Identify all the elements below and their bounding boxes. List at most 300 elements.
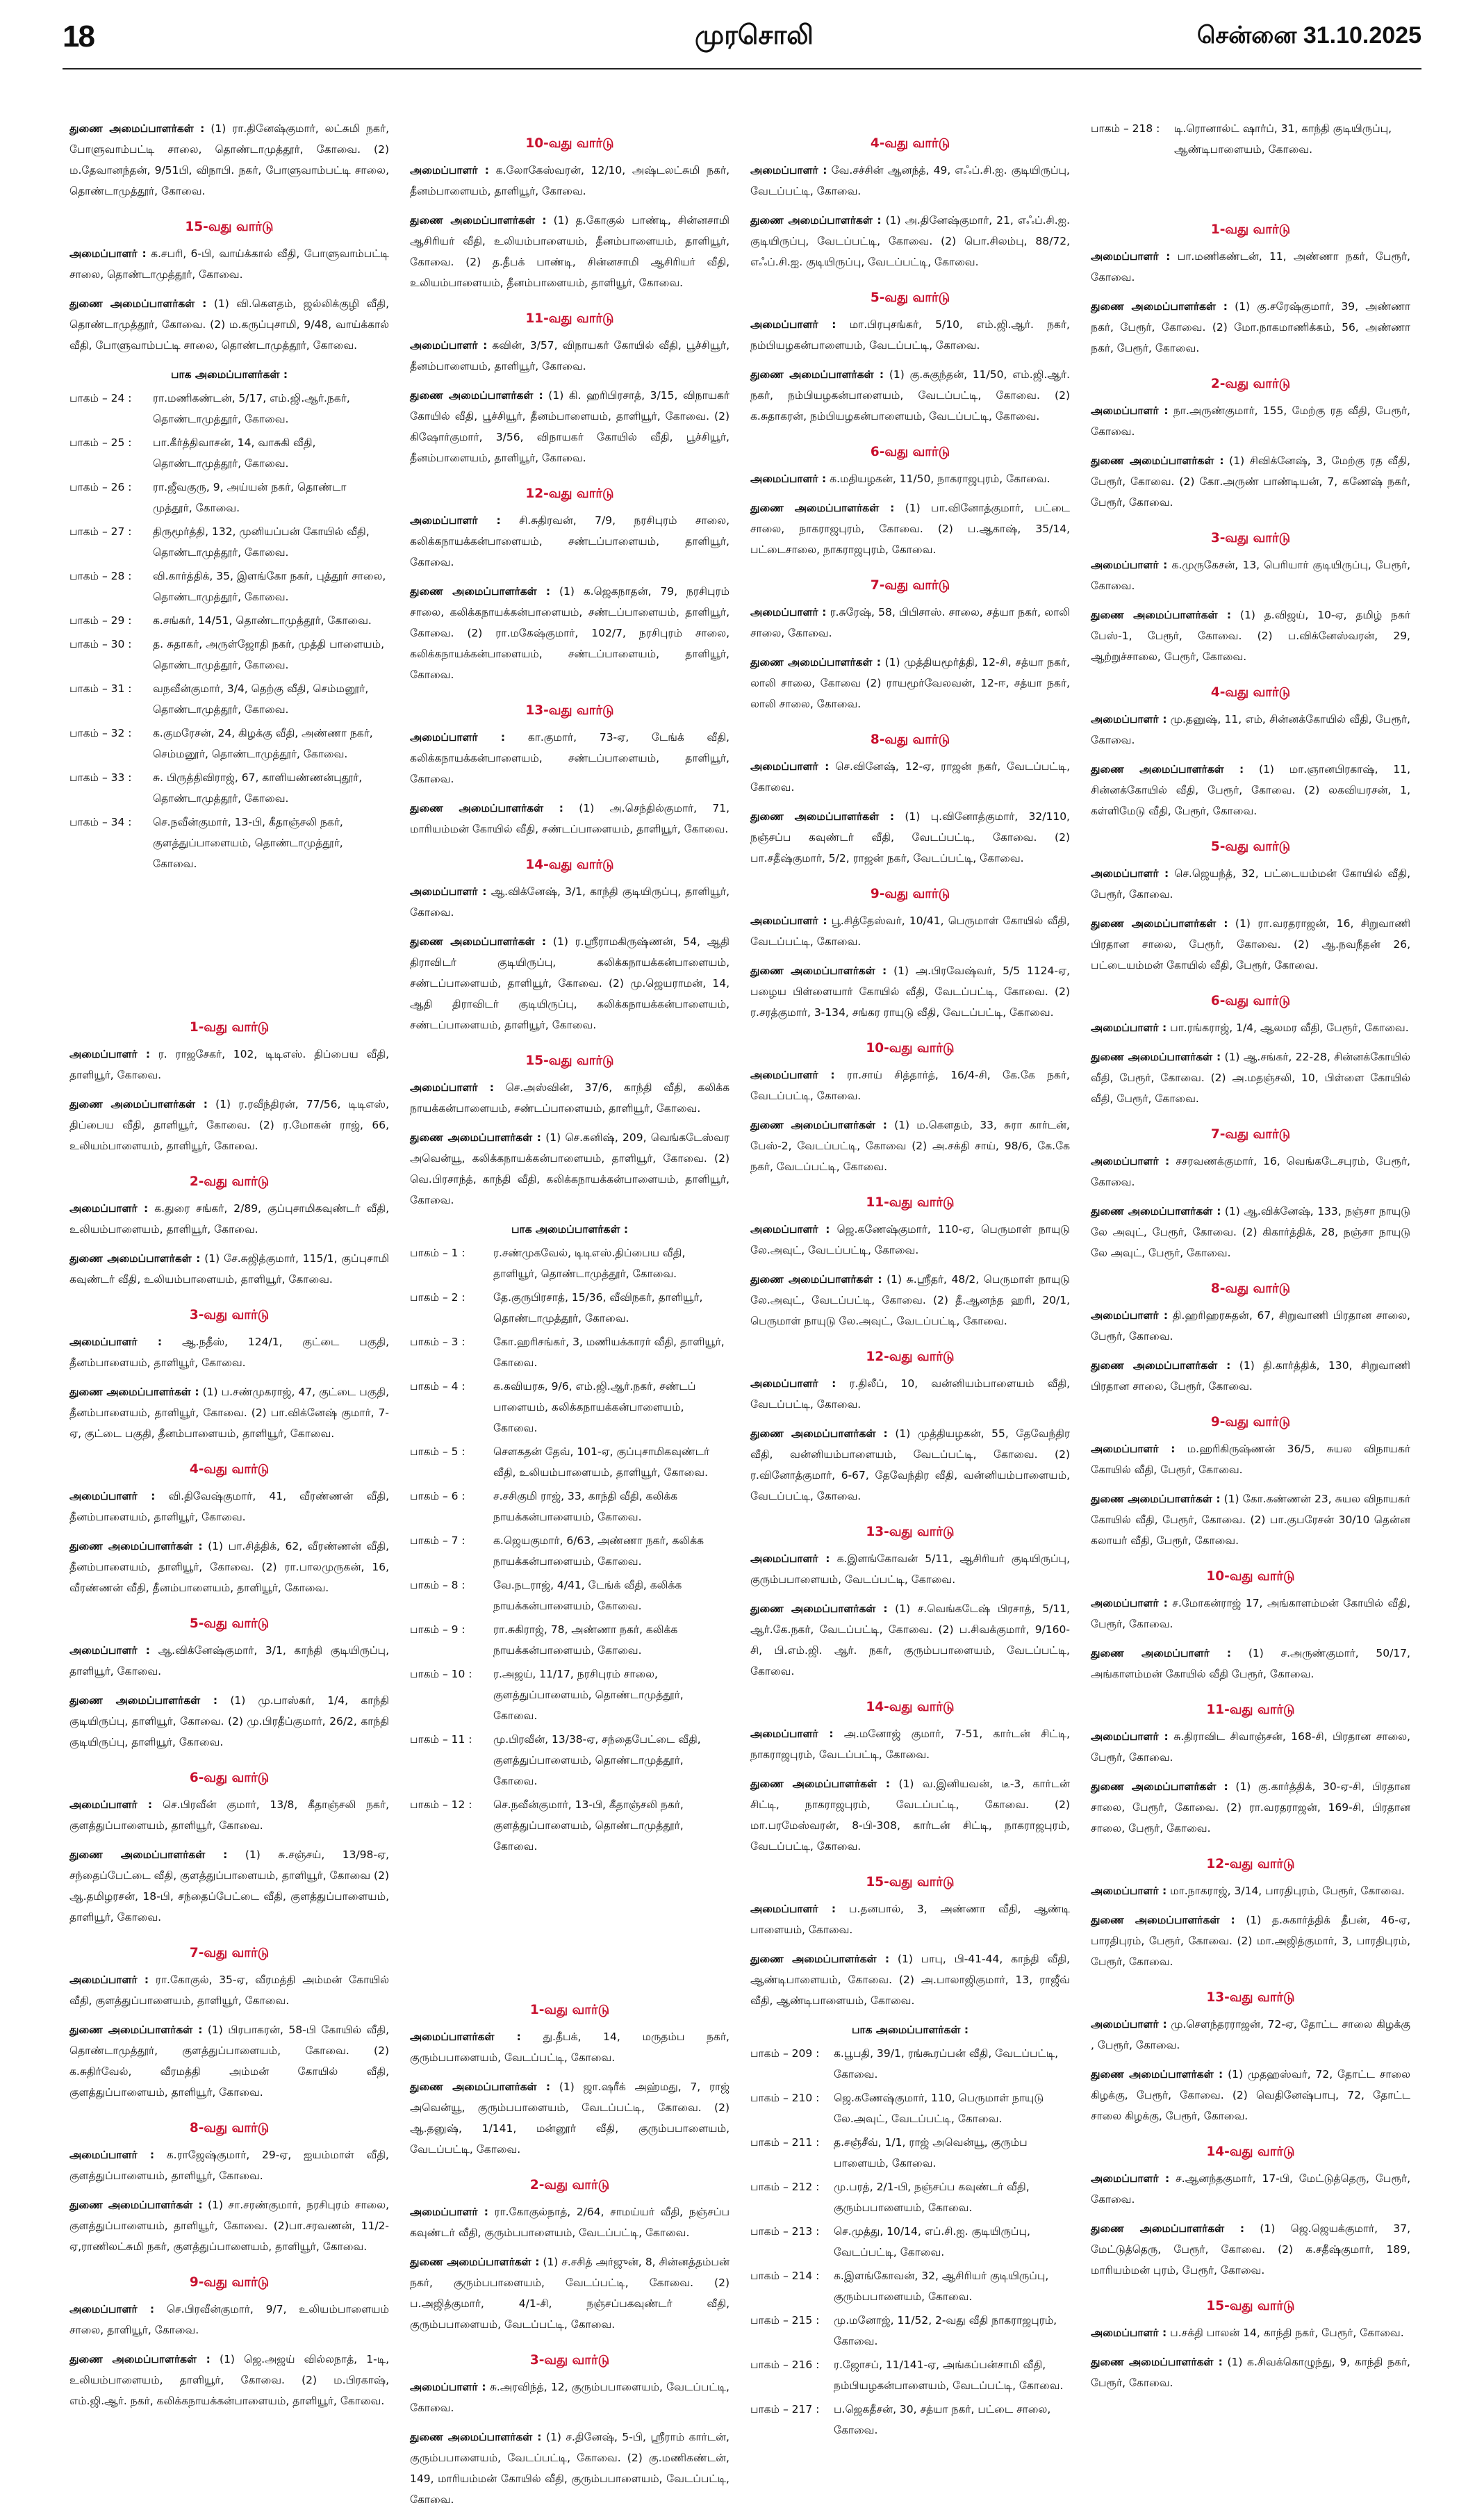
organiser-entry bbox=[410, 2026, 729, 2068]
role-label: அமைப்பாளர் : bbox=[69, 2303, 155, 2315]
organiser-entry bbox=[1091, 2014, 1410, 2056]
entry-text: (1) அ.தினேஷ்குமார், 21, எஃப்.சி.ஐ. குடியிருப்பு, வேடப்பட்டி, கோவை. (2) பொ.சிலம்பு, 88/72, எஃப்.சி.ஐ. குடியிருப்பு, வேடப்பட்டி, கோவை. bbox=[750, 214, 1071, 268]
role-label: அமைப்பாளர் : bbox=[69, 1490, 156, 1502]
booth-number: பாகம் – 215 : bbox=[750, 2314, 820, 2327]
ward-heading: 6-வது வார்டு bbox=[189, 1771, 270, 1785]
booth-row bbox=[69, 388, 389, 429]
entry-text: (1) ச.தினேஷ், 5-பி, ஸ்ரீராம் கார்டன், குரும்பபாளையம், வேடப்பட்டி, கோவை. (2) கு.மணிகண்டன், 149, மாரியம்மன் கோயில் வீதி, குரும்பபாளையம், வேடப்பட்டி, கோவை. bbox=[410, 2431, 729, 2506]
organiser-entry bbox=[1091, 759, 1410, 821]
entry-text: (1) முத்தியழகன், 55, தேவேந்திர வீதி, வன்னியம்பாளையம், வேடப்பட்டி, கோவை. (2) ர.வினோத்குமார், 6-67, தேவேந்திர வீதி, வன்னியம்பாளையம், வேடப்பட்டி, கோவை. bbox=[750, 1427, 1070, 1502]
booth-row bbox=[750, 2265, 1070, 2307]
role-label: துணை அமைப்பாளர்கள் : bbox=[750, 1953, 890, 1965]
entry-text: (1) ப.சண்முகராஜ், 47, குட்டை பகுதி, தீனம்பாளையம், தாளியூர், கோவை. (2) பா.விக்னேஷ் குமார், 7-ஏ, குட்டை பகுதி, தீனம்பாளையம், தாளியூர், கோவை. bbox=[69, 1386, 389, 1440]
booth-row bbox=[750, 2310, 1070, 2352]
booth-organiser: மு.மனோஜ், 11/52, 2-வது வீதி நாகராஜபுரம், கோவை. bbox=[834, 2314, 1057, 2347]
booth-organiser: டி.ரொனால்ட் ஷார்ப், 31, காந்தி குடியிருப்பு, ஆண்டிபாளையம், கோவை. bbox=[1174, 122, 1392, 156]
organiser-entry bbox=[750, 1373, 1070, 1415]
entry-text: செ.அஸ்வின், 37/6, காந்தி வீதி, கலிக்க நாயக்கன்பாளையம், சண்டப்பாளையம், தாளியூர், கோவை. bbox=[410, 1081, 729, 1115]
entry-text: (1) ம.கௌதம், 33, சுரா கார்டன், பேஸ்-2, வேடப்பட்டி, கோவை (2) அ.சக்தி சாய், 98/6, கே.கே நகர், வேடப்பட்டி, கோவை. bbox=[750, 1119, 1070, 1173]
organiser-entry bbox=[410, 727, 729, 789]
organiser-entry bbox=[410, 931, 729, 1035]
organiser-entry bbox=[750, 498, 1070, 560]
organiser-entry bbox=[1091, 1593, 1410, 1634]
organiser-entry bbox=[410, 581, 729, 685]
organiser-entry bbox=[750, 1723, 1070, 1765]
entry-text: அ.மனோஜ் குமார், 7-51, கார்டன் சிட்டி, நாகராஜபுரம், வேடப்பட்டி, கோவை. bbox=[750, 1728, 1070, 1761]
booth-organiser: க.சங்கர், 14/51, தொண்டாமுத்தூர், கோவை. bbox=[153, 614, 372, 627]
ward-heading: 12-வது வார்டு bbox=[866, 1350, 955, 1364]
booth-organiser: க.கவியரசு, 9/6, எம்.ஜி.ஆர்.நகர், சண்டப் பாளையம், கலிக்கநாயக்கன்பாளையம், கோவை. bbox=[493, 1380, 696, 1434]
booth-row bbox=[69, 767, 389, 809]
entry-text: (1) பா.வினோத்குமார், பட்டை சாலை, நாகராஜபுரம், கோவை. (2) ப.ஆகாஷ், 35/14, பட்டைசாலை, நாகராஜபுரம், கோவை. bbox=[750, 502, 1071, 556]
organiser-entry bbox=[750, 1065, 1070, 1106]
booth-row bbox=[410, 1242, 729, 1284]
entry-text: (1) ஜெ.ஜெயக்குமார், 37, மேட்டுத்தெரு, பேரூர், கோவை. (2) க.சதீஷ்குமார், 189, மாரியம்மன் புரம், பேரூர், கோவை. bbox=[1091, 2222, 1411, 2277]
booth-organisers-heading: பாக அமைப்பாளர்கள் : bbox=[170, 368, 288, 381]
booth-organiser: ரா.சுகிராஜ், 78, அண்ணா நகர், கலிக்க நாயக்கன்பாளையம், கோவை. bbox=[493, 1623, 678, 1657]
entry-text: (1) கு.சரேஷ்குமார், 39, அண்ணா நகர், பேரூர், கோவை. (2) மோ.நாகமாணிக்கம், 56, அண்ணா நகர், பேரூர், கோவை. bbox=[1091, 300, 1410, 354]
organiser-entry bbox=[410, 798, 729, 839]
organiser-entry bbox=[750, 314, 1070, 356]
booth-organiser: க.இளங்கோவன், 32, ஆசிரியர் குடியிருப்பு, குரும்பபாளையம், கோவை. bbox=[834, 2270, 1049, 2303]
booth-organisers-heading: பாக அமைப்பாளர்கள் : bbox=[511, 1223, 629, 1236]
organiser-entry bbox=[69, 1844, 389, 1928]
role-label: துணை அமைப்பாளர்கள் : bbox=[410, 2431, 542, 2443]
organiser-entry bbox=[410, 510, 729, 573]
ward-heading: 12-வது வார்டு bbox=[1206, 1857, 1295, 1871]
page-number: 18 bbox=[63, 19, 94, 54]
organiser-entry bbox=[410, 881, 729, 923]
booth-organiser: தே.குருபிரசாத், 15/36, வீவிநகர், தாளியூர், தொண்டாமுத்தூர், கோவை. bbox=[493, 1291, 703, 1324]
organiser-entry bbox=[410, 2377, 729, 2418]
role-label: அமைப்பாளர் : bbox=[69, 1974, 149, 1986]
organiser-entry bbox=[750, 1269, 1070, 1331]
organiser-entry bbox=[410, 2427, 729, 2510]
ward-heading: 12-வது வார்டு bbox=[525, 486, 614, 501]
role-label: அமைப்பாளர் : bbox=[69, 1202, 149, 1215]
booth-row bbox=[750, 2087, 1070, 2129]
booth-row bbox=[1091, 118, 1410, 160]
booth-organiser: ரா.மணிகண்டன், 5/17, எம்.ஜி.ஆர்.நகர், தொண்டாமுத்தூர், கோவை. bbox=[153, 392, 350, 425]
organiser-entry bbox=[1091, 1438, 1410, 1480]
role-label: துணை அமைப்பாளர்கள் : bbox=[750, 965, 887, 977]
booth-row bbox=[69, 477, 389, 518]
booth-number: பாகம் – 31 : bbox=[69, 682, 132, 695]
entry-text: மு.தனுஷ், 11, எம், சின்னக்கோயில் வீதி, பேரூர், கோவை. bbox=[1091, 713, 1410, 746]
entry-text: மா.நாகராஜ், 3/14, பாரதிபுரம், பேரூர், கோவை. bbox=[1170, 1885, 1405, 1897]
organiser-entry bbox=[750, 468, 1070, 489]
organiser-entry bbox=[1091, 2168, 1410, 2210]
entry-text: (1) ச.அருண்குமார், 50/17, அங்காளம்மன் கோயில் வீதி பேரூர், கோவை. bbox=[1091, 1647, 1410, 1680]
ward-heading: 10-வது வார்டு bbox=[866, 1041, 955, 1056]
ward-heading: 4-வது வார்டு bbox=[189, 1462, 270, 1477]
booth-row bbox=[750, 2399, 1070, 2441]
entry-text: சி.சுதிரவன், 7/9, நரசிபுரம் சாலை, கலிக்கநாயக்கன்பாளையம், சண்டப்பாளையம், தாளியூர், கோவை. bbox=[410, 514, 729, 568]
ward-heading: 1-வது வார்டு bbox=[1210, 222, 1291, 237]
booth-row bbox=[750, 2132, 1070, 2174]
booth-number: பாகம் – 33 : bbox=[69, 771, 132, 784]
ward-heading: 5-வது வார்டு bbox=[189, 1616, 270, 1631]
organiser-entry bbox=[1091, 1017, 1410, 1038]
organiser-entry bbox=[750, 1773, 1070, 1857]
booth-number: பாகம் – 217 : bbox=[750, 2403, 820, 2415]
booth-row bbox=[410, 1331, 729, 1373]
role-label: அமைப்பாளர் : bbox=[750, 1903, 836, 1915]
role-label: துணை அமைப்பாளர்கள் : bbox=[1091, 609, 1232, 621]
entry-text: வி.திவேஷ்குமார், 41, வீரண்ணன் வீதி, தீனம்பாளையம், தாளியூர், கோவை. bbox=[69, 1490, 389, 1523]
organiser-entry bbox=[750, 910, 1070, 952]
organiser-entry bbox=[750, 1548, 1070, 1590]
entry-text: ஆ.விக்னேஷ்குமார், 3/1, காந்தி குடியிருப்பு, தாளியூர், கோவை. bbox=[69, 1644, 390, 1678]
entry-text: (1) ஆ.சங்கர், 22-28, சின்னக்கோயில் வீதி, பேரூர், கோவை. (2) அ.மதஞ்சலி, 10, பிள்ளை கோயில் வீதி, பேரூர், கோவை. bbox=[1091, 1051, 1410, 1105]
organiser-entry bbox=[69, 1486, 389, 1527]
entry-text: ரா.கோகுல், 35-ஏ, வீரமத்தி அம்மன் கோயில் வீதி, குளத்துப்பாளையம், தாளியூர், கோவை. bbox=[69, 1974, 389, 2007]
role-label: அமைப்பாளர் : bbox=[1091, 250, 1171, 263]
role-label: துணை அமைப்பாளர்கள் : bbox=[410, 802, 564, 814]
role-label: அமைப்பாளர் : bbox=[69, 1336, 163, 1348]
organiser-entry bbox=[410, 2251, 729, 2335]
role-label: அமைப்பாளர் : bbox=[750, 1728, 834, 1740]
role-label: துணை அமைப்பாளர்கள் : bbox=[410, 935, 547, 948]
entry-text: (1) ர.ஸ்ரீராமகிருஷ்ணன், 54, ஆதி திராவிடர் குடியிருப்பு, கலிக்கநாயக்கன்பாளையம், சண்டப்பாளையம், தாளியூர், கோவை. (2) மு.ஜெயராமன், 14, ஆதி திராவிடர் குடியிருப்பு, கலிக்கநாயக்கன்பாளையம், சண்டப்பாளையம், தாளியூர், கோவை. bbox=[410, 935, 729, 1031]
organiser-entry bbox=[750, 960, 1070, 1023]
entry-text: (1) சு.சஞ்சய், 13/98-ஏ, சந்தைப்பேட்டை வீதி, குளத்துப்பாளையம், தாளியூர், கோவை (2) ஆ.தமிழரசன், 18-பி, சந்தைப்பேட்டை வீதி, குளத்துப்பாளையம், தாளியூர், கோவை. bbox=[69, 1848, 389, 1923]
booth-row bbox=[410, 1619, 729, 1661]
ward-heading: 11-வது வார்டு bbox=[1206, 1703, 1295, 1717]
entry-text: (1) வி.கௌதம், ஜல்லிக்குழி வீதி, தொண்டாமுத்தூர், கோவை. (2) ம.கருப்புசாமி, 9/48, வாய்க்கால் வீதி, போளுவாம்பட்டி சாலை, தொண்டாமுத்தூர், கோவை. bbox=[69, 297, 389, 352]
booth-number: பாகம் – 213 : bbox=[750, 2225, 820, 2238]
organiser-entry bbox=[1091, 246, 1410, 288]
organiser-entry bbox=[1091, 2064, 1410, 2126]
entry-text: தி.ஹரிஹரசுதன், 67, சிறுவாணி பிரதான சாலை, பேரூர், கோவை. bbox=[1091, 1309, 1410, 1343]
organiser-entry bbox=[69, 118, 389, 202]
ward-heading: 4-வது வார்டு bbox=[1210, 685, 1291, 700]
role-label: துணை அமைப்பாளர்கள் : bbox=[750, 1778, 891, 1790]
entry-text: (1) செ.கனிஷ், 209, வெங்கடேஸ்வர அவென்யூ, கலிக்கநாயக்கன்பாளையம், தாளியூர், கோவை. (2) வெ.பிரசாந்த், காந்தி வீதி, கலிக்கநாயக்கன்பாளையம், தாளியூர், கோவை. bbox=[410, 1131, 729, 1206]
ward-heading: 8-வது வார்டு bbox=[189, 2121, 270, 2135]
entry-text: (1) கோ.கண்ணன் 23, சுயல விநாயகர் கோயில் வீதி, பேரூர், கோவை. (2) பா.குபரேசன் 30/10 தென்ன கலாயர் வீதி, பேரூர், கோவை. bbox=[1091, 1493, 1410, 1547]
entry-text: சு.திராவிட சிவாஞ்சன், 168-சி, பிரதான சாலை, பேரூர், கோவை. bbox=[1091, 1730, 1410, 1764]
booth-number: பாகம் – 30 : bbox=[69, 638, 132, 650]
organiser-entry bbox=[410, 2201, 729, 2243]
role-label: துணை அமைப்பாளர்கள் : bbox=[1091, 1780, 1228, 1793]
entry-text: சு.அரவிந்த், 12, குரும்பபாளையம், வேடப்பட்டி, கோவை. bbox=[410, 2381, 729, 2414]
entry-text: மா.பிரபுசங்கர், 5/10, எம்.ஜி.ஆர். நகர், நம்பியழகன்பாளையம், வேடப்பட்டி, கோவை. bbox=[750, 318, 1070, 352]
ward-heading: 8-வது வார்டு bbox=[870, 732, 950, 747]
booth-number: பாகம் – 210 : bbox=[750, 2092, 820, 2104]
dateline: சென்னை 31.10.2025 bbox=[1196, 22, 1421, 49]
entry-text: பூ.சித்தேஸ்வர், 10/41, பெருமாள் கோயில் வீதி, வேடப்பட்டி, கோவை. bbox=[750, 914, 1070, 948]
entry-text: (1) பா.சித்திக், 62, வீரண்ணன் வீதி, தீனம்பாளையம், தாளியூர், கோவை. (2) ரா.பாலமுருகன், 16, வீரண்ணன் வீதி, தீனம்பாளையம், தாளியூர், கோவை. bbox=[69, 1540, 390, 1594]
organiser-entry bbox=[750, 652, 1070, 714]
organiser-entry bbox=[69, 2195, 389, 2257]
booth-number: பாகம் – 26 : bbox=[69, 481, 132, 493]
entry-text: க.மதியழகன், 11/50, நாகராஜபுரம், கோவை. bbox=[830, 473, 1050, 485]
role-label: துணை அமைப்பாளர்கள் : bbox=[69, 2353, 211, 2365]
booth-row bbox=[410, 1530, 729, 1572]
ward-heading: 7-வது வார்டு bbox=[870, 578, 950, 593]
role-label: அமைப்பாளர் : bbox=[1091, 1597, 1168, 1609]
organiser-entry bbox=[410, 160, 729, 202]
booth-organiser: ஜெ.கணேஷ்குமார், 110, பெருமாள் நாயுடு லே.அவுட், வேடப்பட்டி, கோவை. bbox=[834, 2092, 1044, 2125]
booth-organiser: வே.நடராஜ், 4/41, டேங்க் வீதி, கலிக்க நாயக்கன்பாளையம், கோவை. bbox=[493, 1579, 682, 1612]
organiser-entry bbox=[1091, 2322, 1410, 2343]
ward-heading: 5-வது வார்டு bbox=[1210, 839, 1291, 854]
entry-text: (1) பாபு, பி-41-44, காந்தி வீதி, ஆண்டிபாளையம், கோவை. (2) அ.பாலாஜிகுமார், 13, ராஜீவ் வீதி, ஆண்டிபாளையம், கோவை. bbox=[750, 1953, 1071, 2007]
booth-number: பாகம் – 10 : bbox=[410, 1668, 472, 1680]
ward-heading: 6-வது வார்டு bbox=[1210, 994, 1291, 1008]
organiser-entry bbox=[410, 2076, 729, 2160]
ward-heading: 15-வது வார்டு bbox=[1206, 2299, 1295, 2313]
ward-heading: 14-வது வார்டு bbox=[1206, 2144, 1295, 2159]
organiser-entry bbox=[1091, 296, 1410, 359]
ward-heading: 13-வது வார்டு bbox=[866, 1525, 955, 1539]
role-label: துணை அமைப்பாளர்கள் : bbox=[410, 1131, 541, 1144]
role-label: துணை அமைப்பாளர்கள் : bbox=[1091, 1359, 1231, 1372]
organiser-entry bbox=[1091, 1305, 1410, 1347]
entry-text: செ.பிரவீன்குமார், 9/7, உலியம்பாளையம் சாலை, தாளியூர், கோவை. bbox=[69, 2303, 389, 2336]
organiser-entry bbox=[1091, 1910, 1410, 1972]
entry-text: மு.செளந்தரராஜன், 72-ஏ, தோட்ட சாலை கிழக்கு , பேரூர், கோவை. bbox=[1091, 2018, 1410, 2051]
entry-text: (1) ரா.தினேஷ்குமார், லட்சுமி நகர், போளுவாம்பட்டி சாலை, தொண்டாமுத்தூர், கோவை. (2) ம.தேவானந்தன், 9/51பி, விநாபி. நகர், போளுவாம்பட்டி சாலை, தொண்டாமுத்தூர், கோவை. bbox=[69, 122, 389, 197]
entry-text: ச.ஆனந்தகுமார், 17-பி, மேட்டுத்தெரு, பேரூர், கோவை. bbox=[1091, 2172, 1410, 2206]
role-label: அமைப்பாளர் : bbox=[750, 1069, 835, 1081]
entry-text: (1) கு.கார்த்திக், 30-ஏ-சி, பிரதான சாலை, பேரூர், கோவை. (2) ரா.வரதராஜன், 169-சி, பிரதான சாலை, பேரூர், கோவை. bbox=[1091, 1780, 1410, 1835]
booth-number: பாகம் – 1 : bbox=[410, 1247, 465, 1259]
entry-text: செ.வினேஷ், 12-ஏ, ராஜன் நகர், வேடப்பட்டி, கோவை. bbox=[750, 760, 1070, 794]
role-label: அமைப்பாளர் : bbox=[410, 514, 501, 527]
booth-organiser: ச.சசிகுமி ராஜ், 33, காந்தி வீதி, கலிக்க நாயக்கன்பாளையம், கோவை. bbox=[493, 1490, 678, 1523]
organiser-entry bbox=[750, 1219, 1070, 1261]
masthead bbox=[0, 0, 1484, 90]
organiser-entry bbox=[1091, 400, 1410, 442]
booth-number: பாகம் – 209 : bbox=[750, 2047, 820, 2060]
entry-text: (1) த.கோகுல் பாண்டி, சின்னசாமி ஆசிரியர் வீதி, உலியம்பாளையம், தீனம்பாளையம், தாளியூர், கோவை. (2) த.தீபக் பாண்டி, சின்னசாமி ஆசிரியர் வீதி, உலியம்பாளையம், தீனம்பாளையம், தாளியூர், கோவை. bbox=[410, 214, 729, 289]
entry-text: (1) அ.செந்தில்குமார், 71, மாரியம்மன் கோயில் வீதி, சண்டப்பாளையம், தாளியூர், கோவை. bbox=[410, 802, 729, 835]
organiser-entry bbox=[69, 2349, 389, 2411]
ward-heading: 14-வது வார்டு bbox=[866, 1700, 955, 1714]
entry-text: கவின், 3/57, விநாயகர் கோயில் வீதி, பூச்சியூர், தீனம்பாளையம், தாளியூர், கோவை. bbox=[410, 339, 730, 372]
role-label: துணை அமைப்பாளர்கள் : bbox=[1091, 1051, 1221, 1063]
role-label: அமைப்பாளர் : bbox=[410, 2206, 488, 2218]
entry-text: செ.ஜெயந்த், 32, பட்டையம்மன் கோயில் வீதி, பேரூர், கோவை. bbox=[1091, 867, 1411, 901]
role-label: துணை அமைப்பாளர் : bbox=[1091, 1647, 1232, 1659]
booth-number: பாகம் – 25 : bbox=[69, 436, 132, 449]
booth-organiser: செ.முத்து, 10/14, எப்.சி.ஐ. குடியிருப்பு, வேடப்பட்டி, கோவை. bbox=[834, 2225, 1030, 2258]
ward-heading: 7-வது வார்டு bbox=[189, 1946, 270, 1960]
organiser-entry bbox=[69, 1969, 389, 2011]
role-label: துணை அமைப்பாளர்கள் : bbox=[750, 214, 882, 227]
organiser-entry bbox=[410, 1127, 729, 1211]
booth-row bbox=[750, 2176, 1070, 2218]
organiser-entry bbox=[69, 243, 389, 285]
role-label: அமைப்பாளர் : bbox=[1091, 1443, 1176, 1455]
ward-heading: 11-வது வார்டு bbox=[525, 311, 614, 326]
organiser-entry bbox=[750, 806, 1070, 869]
entry-text: (1) அ.பிரவேஷ்வர், 5/5 1124-ஏ, பழைய பிள்ளையார் கோயில் வீதி, வேடப்பட்டி, கோவை. (2) ர.சரத்குமார், 3-134, சங்கர ராயுடு வீதி, வேடப்பட்டி, கோவை. bbox=[750, 965, 1070, 1019]
booth-row bbox=[750, 2043, 1070, 2085]
entry-text: (1) ஜெ.அஜய் வில்லநாத், 1-டி, உலியம்பாளையம், தாளியூர், கோவை. (2) ம.பிரகாஷ், எம்.ஜி.ஆர். நகர், கலிக்கநாயக்கன்பாளையம், தாளியூர், கோவை. bbox=[69, 2353, 389, 2407]
role-label: துணை அமைப்பாளர்கள் : bbox=[410, 389, 543, 402]
role-label: அமைப்பாளர் : bbox=[750, 1377, 836, 1390]
entry-text: (1) ச.வெங்கடேஷ் பிரசாத், 5/11, ஆர்.கே.நகர், வேடப்பட்டி, கோவை. (2) ப.சிவக்குமார், 9/160-சி, பி.எம்.ஜி. ஆர். நகர், குரும்பபாளையம், வேடப்பட்டி, கோவை. bbox=[750, 1602, 1070, 1678]
organiser-entry bbox=[69, 1198, 389, 1240]
organiser-entry bbox=[69, 2019, 389, 2103]
organiser-entry bbox=[750, 756, 1070, 798]
organiser-entry bbox=[69, 1331, 389, 1373]
role-label: அமைப்பாளர் : bbox=[750, 164, 827, 177]
role-label: அமைப்பாளர் : bbox=[1091, 559, 1168, 571]
booth-number: பாகம் – 24 : bbox=[69, 392, 132, 404]
booth-number: பாகம் – 214 : bbox=[750, 2270, 820, 2282]
booth-row bbox=[69, 610, 389, 631]
entry-text: ஆ.நதீஸ், 124/1, குட்டை பகுதி, தீனம்பாளையம், தாளியூர், கோவை. bbox=[69, 1336, 389, 1369]
role-label: துணை அமைப்பாளர்கள் : bbox=[750, 502, 895, 514]
entry-text: ப.சக்தி பாலன் 14, காந்தி நகர், பேரூர், கோவை. bbox=[1170, 2327, 1404, 2339]
ward-heading: 9-வது வார்டு bbox=[1210, 1415, 1291, 1429]
entry-text: (1) பு.வினோத்குமார், 32/110, நஞ்சப்ப கவுண்டர் வீதி, வேடப்பட்டி, கோவை. (2) பா.சதீஷ்குமார், 5/2, ராஜன் நகர், வேடப்பட்டி, கோவை. bbox=[750, 810, 1070, 864]
entry-text: (1) சே.சுஜித்குமார், 115/1, குப்புசாமி கவுண்டர் வீதி, உலியம்பாளையம், தாளியூர், கோவை. bbox=[69, 1252, 389, 1286]
booth-row bbox=[69, 634, 389, 675]
role-label: அமைப்பாளர் : bbox=[750, 760, 830, 773]
entry-text: ர. ராஜசேகர், 102, டிடிஎஸ். திப்பைய வீதி, தாளியூர், கோவை. bbox=[69, 1048, 390, 1081]
role-label: அமைப்பாளர்கள் : bbox=[410, 2031, 521, 2043]
role-label: அமைப்பாளர் : bbox=[410, 164, 489, 177]
booth-row bbox=[69, 521, 389, 563]
entry-text: (1) கி. ஹரிபிரசாத், 3/15, விநாயகர் கோயில் வீதி, பூச்சியூர், தீனம்பாளையம், தாளியூர், கோவை. (2) கிஷோர்குமார், 3/56, விநாயகர் கோயில் வீதி, பூச்சியூர், தீனம்பாளையம், தாளியூர், கோவை. bbox=[410, 389, 729, 464]
column-3 bbox=[750, 118, 1071, 2436]
organiser-entry bbox=[69, 293, 389, 356]
booth-organiser: செ.நவீன்குமார், 13-பி, கீதாஞ்சலி நகர், குளத்துப்பாளையம், தொண்டாமுத்தூர், கோவை. bbox=[153, 816, 343, 870]
role-label: துணை அமைப்பாளர்கள் : bbox=[750, 656, 881, 668]
booth-number: பாகம் – 5 : bbox=[410, 1445, 465, 1458]
entry-text: (1) சா.சரண்குமார், நரசிபுரம் சாலை, குளத்துப்பாளையம், தாளியூர், கோவை. (2)பா.சரவணன், 11/2-ஏ,ராணிலட்சுமி நகர், குளத்துப்பாளையம், தாளியூர், கோவை. bbox=[69, 2199, 389, 2253]
booth-organiser: ர.சண்முகவேல், டிடிஎஸ்.திப்பைய வீதி, தாளியூர், தொண்டாமுத்தூர், கோவை. bbox=[493, 1247, 686, 1280]
role-label: அமைப்பாளர் : bbox=[1091, 1155, 1170, 1167]
booth-number: பாகம் – 8 : bbox=[410, 1579, 465, 1591]
organiser-entry bbox=[1091, 1151, 1410, 1192]
booth-organiser: வி.கார்த்திக், 35, இளங்கோ நகர், புத்தூர் சாலை, தொண்டாமுத்தூர், கோவை. bbox=[153, 570, 386, 603]
entry-text: வே.சச்சின் ஆனந்த், 49, எஃப்.சி.ஐ. குடியிருப்பு, வேடப்பட்டி, கோவை. bbox=[750, 164, 1070, 197]
entry-text: செ.பிரவீன் குமார், 13/8, கீதாஞ்சலி நகர், குளத்துப்பாளையம், தாளியூர், கோவை. bbox=[69, 1798, 389, 1832]
role-label: அமைப்பாளர் : bbox=[750, 914, 827, 927]
role-label: துணை அமைப்பாளர்கள் : bbox=[750, 810, 895, 823]
entry-text: க.இளங்கோவன் 5/11, ஆசிரியர் குடியிருப்பு, குரும்பபாளையம், வேடப்பட்டி, கோவை. bbox=[750, 1552, 1071, 1586]
booth-row bbox=[69, 723, 389, 764]
column-2 bbox=[410, 118, 730, 2506]
organiser-entry bbox=[69, 1536, 389, 1598]
spacer bbox=[410, 1860, 729, 1985]
role-label: அமைப்பாளர் : bbox=[1091, 2018, 1167, 2031]
role-label: அமைப்பாளர் : bbox=[1091, 2327, 1167, 2339]
role-label: அமைப்பாளர் : bbox=[1091, 867, 1169, 880]
organiser-entry bbox=[69, 1640, 389, 1682]
organiser-entry bbox=[1091, 1047, 1410, 1109]
ward-heading: 8-வது வார்டு bbox=[1210, 1281, 1291, 1296]
organiser-entry bbox=[69, 1044, 389, 1085]
role-label: அமைப்பாளர் : bbox=[69, 2149, 155, 2161]
booth-row bbox=[410, 1486, 729, 1527]
role-label: துணை அமைப்பாளர்கள் : bbox=[410, 214, 547, 227]
role-label: துணை அமைப்பாளர்கள் : bbox=[69, 1848, 228, 1861]
role-label: அமைப்பாளர் : bbox=[750, 473, 827, 485]
booth-number: பாகம் – 212 : bbox=[750, 2181, 820, 2193]
entry-text: (1) வ.இனியவன், டீ-3, கார்டன் சிட்டி, நாகராஜபுரம், வேடப்பட்டி, கோவை. (2) மா.பரமேஸ்வரன், 8-பி-308, கார்டன் சிட்டி, நாகராஜபுரம், வேடப்பட்டி, கோவை. bbox=[750, 1778, 1070, 1853]
entry-text: ஆ.விக்னேஷ், 3/1, காந்தி குடியிருப்பு, தாளியூர், கோவை. bbox=[410, 885, 729, 919]
organiser-entry bbox=[750, 1423, 1070, 1507]
ward-heading: 14-வது வார்டு bbox=[525, 858, 614, 872]
column-1 bbox=[69, 118, 390, 2407]
entry-text: (1) த.விஜய், 10-ஏ, தமிழ் நகர் பேஸ்-1, பேரூர், கோவை. (2) ப.விக்னேஸ்வரன், 29, ஆற்றுச்சாலை, பேரூர், கோவை. bbox=[1091, 609, 1410, 663]
organiser-entry bbox=[1091, 1726, 1410, 1768]
booth-organiser: மு.பிரவீன், 13/38-ஏ, சந்தைபேட்டை வீதி, குளத்துப்பாளையம், தொண்டாமுத்தூர், கோவை. bbox=[493, 1733, 701, 1787]
booth-organiser: ரா.ஜீவகுரு, 9, அய்யன் நகர், தொண்டா முத்தூர், கோவை. bbox=[153, 481, 347, 514]
role-label: துணை அமைப்பாளர்கள் : bbox=[1091, 917, 1228, 930]
ward-heading: 7-வது வார்டு bbox=[1210, 1127, 1291, 1142]
booth-organiser: சௌகதன் தேவ், 101-ஏ, குப்புசாமிகவுண்டர் வீதி, உலியம்பாளையம், தாளியூர், கோவை. bbox=[493, 1445, 710, 1479]
role-label: அமைப்பாளர் : bbox=[410, 339, 488, 352]
booth-number: பாகம் – 27 : bbox=[69, 525, 132, 538]
booth-row bbox=[410, 1664, 729, 1726]
entry-text: நா.அருண்குமார், 155, மேற்கு ரத வீதி, பேரூர், கோவை. bbox=[1091, 404, 1410, 438]
booth-number: பாகம் – 4 : bbox=[410, 1380, 465, 1393]
booth-organiser: த.சஞ்சீவ், 1/1, ராஜ் அவென்யூ, குரும்ப பாளையம், கோவை. bbox=[834, 2136, 1028, 2169]
booth-number: பாகம் – 29 : bbox=[69, 614, 132, 627]
role-label: அமைப்பாளர் : bbox=[410, 1081, 494, 1094]
booth-row bbox=[750, 2221, 1070, 2263]
booth-organiser: ர.அஜய், 11/17, நரசிபுரம் சாலை, குளத்துப்பாளையம், தொண்டாமுத்தூர், கோவை. bbox=[493, 1668, 684, 1722]
organiser-entry bbox=[69, 2299, 389, 2340]
entry-text: (1) மா.ஞானபிரகாஷ், 11, சின்னக்கோயில் வீதி, பேரூர், கோவை. (2) லகவியரசன், 1, கள்ளிமேடு வீதி, பேரூர், கோவை. bbox=[1091, 763, 1411, 817]
role-label: அமைப்பாளர் : bbox=[750, 318, 836, 331]
booth-organiser: க.பூபதி, 39/1, ரங்கூரப்பன் வீதி, வேடப்பட்டி, கோவை. bbox=[834, 2047, 1059, 2081]
role-label: அமைப்பாளர் : bbox=[1091, 1885, 1167, 1897]
organiser-entry bbox=[69, 1381, 389, 1444]
entry-text: (1) ரா.வரதராஜன், 16, சிறுவாணி பிரதான சாலை, பேரூர், கோவை. (2) ஆ.நவநீதன் 26, பட்டையம்மன் கோயில் வீதி, பேரூர், கோவை. bbox=[1091, 917, 1410, 971]
booth-number: பாகம் – 11 : bbox=[410, 1733, 472, 1746]
role-label: துணை அமைப்பாளர்கள் : bbox=[750, 1273, 882, 1286]
organiser-entry bbox=[750, 364, 1070, 427]
entry-text: க.லோகேஸ்வரன், 12/10, அஷ்டலட்சுமி நகர், தீனம்பாளையம், தாளியூர், கோவை. bbox=[410, 164, 729, 197]
organiser-entry bbox=[1091, 555, 1410, 596]
ward-heading: 3-வது வார்டு bbox=[529, 2353, 610, 2368]
role-label: அமைப்பாளர் : bbox=[750, 606, 827, 618]
ward-heading: 1-வது வார்டு bbox=[529, 2003, 610, 2017]
organiser-entry bbox=[69, 1248, 389, 1290]
role-label: துணை அமைப்பாளர்கள் : bbox=[69, 122, 205, 135]
organiser-entry bbox=[750, 602, 1070, 643]
role-label: அமைப்பாளர் : bbox=[69, 247, 147, 260]
ward-heading: 6-வது வார்டு bbox=[870, 445, 950, 459]
booth-row bbox=[410, 1287, 729, 1329]
ward-heading: 15-வது வார்டு bbox=[866, 1875, 955, 1889]
ward-heading: 3-வது வார்டு bbox=[189, 1308, 270, 1322]
entry-text: க.ராஜேஷ்குமார், 29-ஏ, ஐயம்மாள் வீதி, குளத்துப்பாளையம், தாளியூர், கோவை. bbox=[69, 2149, 389, 2182]
ward-heading: 2-வது வார்டு bbox=[529, 2178, 610, 2192]
booth-number: பாகம் – 32 : bbox=[69, 727, 132, 739]
organiser-entry bbox=[410, 210, 729, 293]
booth-row bbox=[410, 1376, 729, 1438]
role-label: துணை அமைப்பாளர்கள் : bbox=[1091, 2222, 1245, 2235]
booth-organiser: ப.ஜெகதீசன், 30, சத்யா நகர், பட்டை சாலை, கோவை. bbox=[834, 2403, 1051, 2436]
role-label: துணை அமைப்பாளர்கள் : bbox=[69, 2024, 203, 2036]
booth-organiser: த. சுதாகர், அருள்ஜோதி நகர், முத்தி பாளையம், தொண்டாமுத்தூர், கோவை. bbox=[153, 638, 385, 671]
booth-number: பாகம் – 211 : bbox=[750, 2136, 820, 2149]
booth-number: பாகம் – 6 : bbox=[410, 1490, 465, 1502]
organiser-entry bbox=[1091, 709, 1410, 750]
organiser-entry bbox=[1091, 1201, 1410, 1263]
booth-row bbox=[69, 678, 389, 720]
